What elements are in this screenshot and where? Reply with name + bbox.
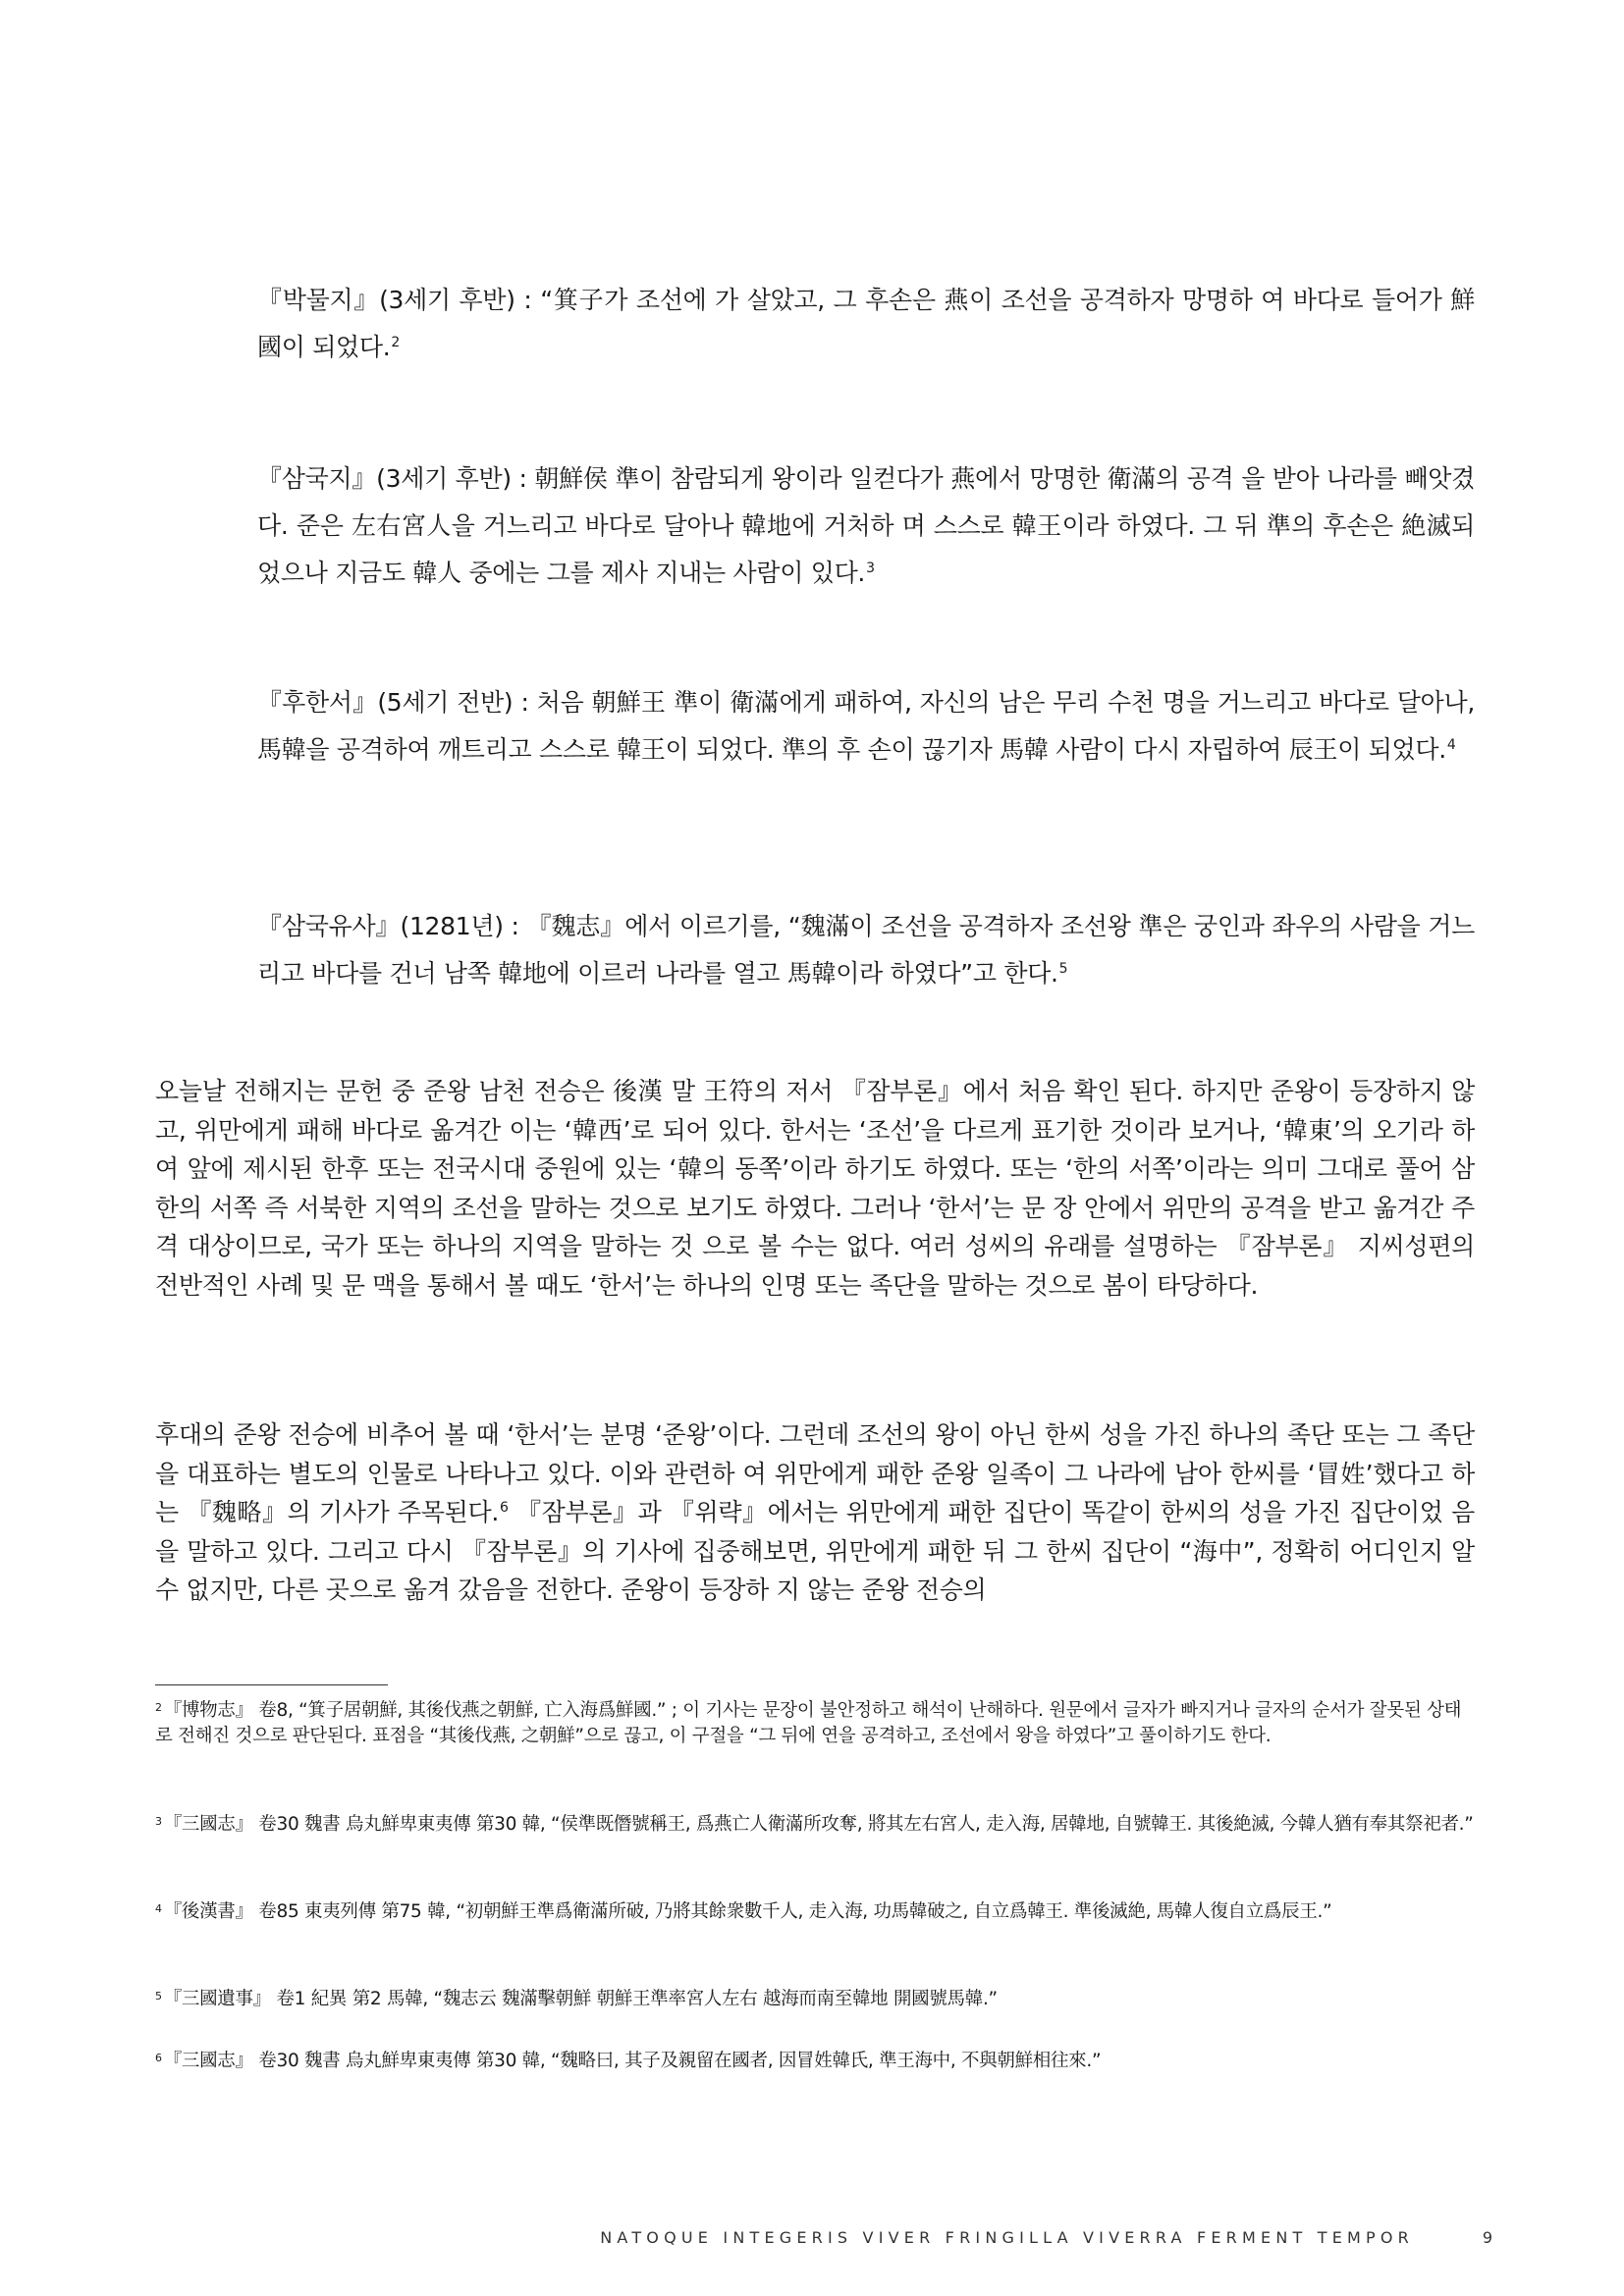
paragraph-text: 후대의 준왕 전승에 비추어 볼 때 ‘한서’는 분명 ‘준왕’이다. 그런데 조선의 왕이 아닌 한씨 성을 가진 하나의 족단 또는 그 족단을 대표하는 별도의 인물로 나타나고 있다. 이와 관련하 여 위만에게 패한 준왕 일족이 그 나라에 남아 한씨를 ‘冒姓’했다고 하는 『魏略』의 기사가 주목된다. (155, 1420, 1475, 1526)
quote-houhanshu (257, 679, 1475, 774)
footnote-number: 5 (155, 1990, 162, 2002)
footnote-4 (155, 1896, 1475, 1925)
footnote-text: 『後漢書』 卷85 東夷列傳 第75 韓, “初朝鮮王準爲衛滿所破, 乃將其餘衆數千人, 走入海, 功馬韓破之, 自立爲韓王. 準後滅絶, 馬韓人復自立爲辰王.” (163, 1901, 1332, 1922)
quote-text: 『삼국지』(3세기 후반) : 朝鮮侯 準이 참람되게 왕이라 일컫다가 燕에서 망명한 衛滿의 공격 을 받아 나라를 빼앗겼다. 준은 左右宮人을 거느리고 바다로 달아나 韓地에 거처하 며 스스로 韓王이라 하였다. 그 뒤 準의 후손은 絶滅되었으나 지금도 韓人 중에는 그를 제사 지내는 사람이 있다. (257, 464, 1475, 587)
body-paragraph-2 (155, 1415, 1475, 1610)
footnote-6 (155, 2046, 1475, 2074)
footnote-number: 2 (155, 1701, 162, 1714)
footnote-5 (155, 1984, 1475, 2012)
footnote-ref[interactable]: 6 (499, 1500, 509, 1516)
quote-text: 『박물지』(3세기 후반) : “箕子가 조선에 가 살았고, 그 후손은 燕이 조선을 공격하자 망명하 여 바다로 들어가 鮮國이 되었다. (257, 286, 1475, 361)
quote-sanguozhi (257, 455, 1475, 597)
footnote-ref[interactable]: 5 (1058, 961, 1068, 977)
quote-text: 『삼국유사』(1281년) : 『魏志』에서 이르기를, “魏滿이 조선을 공격하자 조선왕 準은 궁인과 좌우의 사람을 거느리고 바다를 건너 남쪽 韓地에 이르러 나라를 열고 馬韓이라 하였다”고 한다. (257, 912, 1475, 988)
footnote-text: 『三國志』 卷30 魏書 烏丸鮮卑東夷傳 第30 韓, “侯準既僭號稱王, 爲燕亡人衛滿所攻奪, 將其左右宮人, 走入海, 居韓地, 自號韓王. 其後絶滅, 今韓人猶有奉其祭祀者.” (163, 1814, 1474, 1835)
footnote-ref[interactable]: 3 (866, 561, 875, 576)
running-title: NATOQUE INTEGERIS VIVER FRINGILLA VIVERRA FERMENT TEMPOR (600, 2228, 1414, 2247)
body-paragraph-1: 오늘날 전해지는 문헌 중 준왕 남천 전승은 後漢 말 王符의 저서 『잠부론』에서 처음 확인 된다. 하지만 준왕이 등장하지 않고, 위만에게 패해 바다로 옮겨간 이는 ‘韓西’로 되어 있다. 한서는 ‘조선’을 다르게 표기한 것이라 보거나, ‘韓東’의 오기라 하여 앞에 제시된 한후 또는 전국시대 중원에 있는 ‘韓의 동쪽’이라 하기도 하였다. 또는 ‘한의 서쪽’이라는 의미 그대로 풀어 삼한의 서쪽 즉 서북한 지역의 조선을 말하는 것으로 보기도 하였다. 그러나 ‘한서’는 문 장 안에서 위만의 공격을 받고 옮겨간 주격 대상이므로, 국가 또는 하나의 지역을 말하는 것 으로 볼 수는 없다. 여러 성씨의 유래를 설명하는 『잠부론』 지씨성편의 전반적인 사례 및 문 맥을 통해서 볼 때도 ‘한서’는 하나의 인명 또는 족단을 말하는 것으로 봄이 타당하다. (155, 1077, 1475, 1300)
footnote-text: 『三國遺事』 卷1 紀異 第2 馬韓, “魏志云 魏滿擊朝鮮 朝鮮王準率宮人左右 越海而南至韓地 開國號馬韓.” (163, 1989, 998, 2009)
footnote-text: 『三國志』 卷30 魏書 烏丸鮮卑東夷傳 第30 韓, “魏略曰, 其子及親留在國者, 因冒姓韓氏, 準王海中, 不與朝鮮相往來.” (163, 2051, 1102, 2071)
footnote-ref[interactable]: 4 (1446, 737, 1456, 753)
page-number: 9 (1482, 2228, 1492, 2247)
footnote-2 (155, 1695, 1475, 1749)
footnote-number: 6 (155, 2052, 162, 2064)
footnote-number: 4 (155, 1902, 162, 1915)
quote-bowuzhi (257, 277, 1475, 371)
footnote-text: 『博物志』 卷8, “箕子居朝鮮, 其後伐燕之朝鮮, 亡入海爲鮮國.” ; 이 기사는 문장이 불안정하고 해석이 난해하다. 원문에서 글자가 빠지거나 글자의 순서가 잘못된 상태로 전해진 것으로 판단된다. 표점을 “其後伐燕, 之朝鮮”으로 끊고, 이 구절을 “그 뒤에 연을 공격하고, 조선에서 왕을 하였다”고 풀이하기도 한다. (155, 1700, 1462, 1746)
quote-text: 『후한서』(5세기 전반) : 처음 朝鮮王 準이 衛滿에게 패하여, 자신의 남은 무리 수천 명을 거느리고 바다로 달아나, 馬韓을 공격하여 깨트리고 스스로 韓王이 되었다. 準의 후 손이 끊기자 馬韓 사람이 다시 자립하여 辰王이 되었다. (257, 688, 1475, 764)
footnote-number: 3 (155, 1815, 162, 1828)
footnote-divider (155, 1684, 388, 1685)
footnote-ref[interactable]: 2 (391, 335, 401, 350)
paragraph-text: 『잠부론』과 『위략』에서는 위만에게 패한 집단이 똑같이 한씨의 성을 가진 집단이었 음을 말하고 있다. 그리고 다시 『잠부론』의 기사에 집중해보면, 위만에게 패한 뒤 그 한씨 집단이 “海中”, 정확히 어디인지 알 수 없지만, 다른 곳으로 옮겨 갔음을 전한다. 준왕이 등장하 지 않는 준왕 전승의 (155, 1498, 1475, 1604)
quote-samgukyusa (257, 903, 1475, 997)
footnote-3 (155, 1809, 1475, 1838)
